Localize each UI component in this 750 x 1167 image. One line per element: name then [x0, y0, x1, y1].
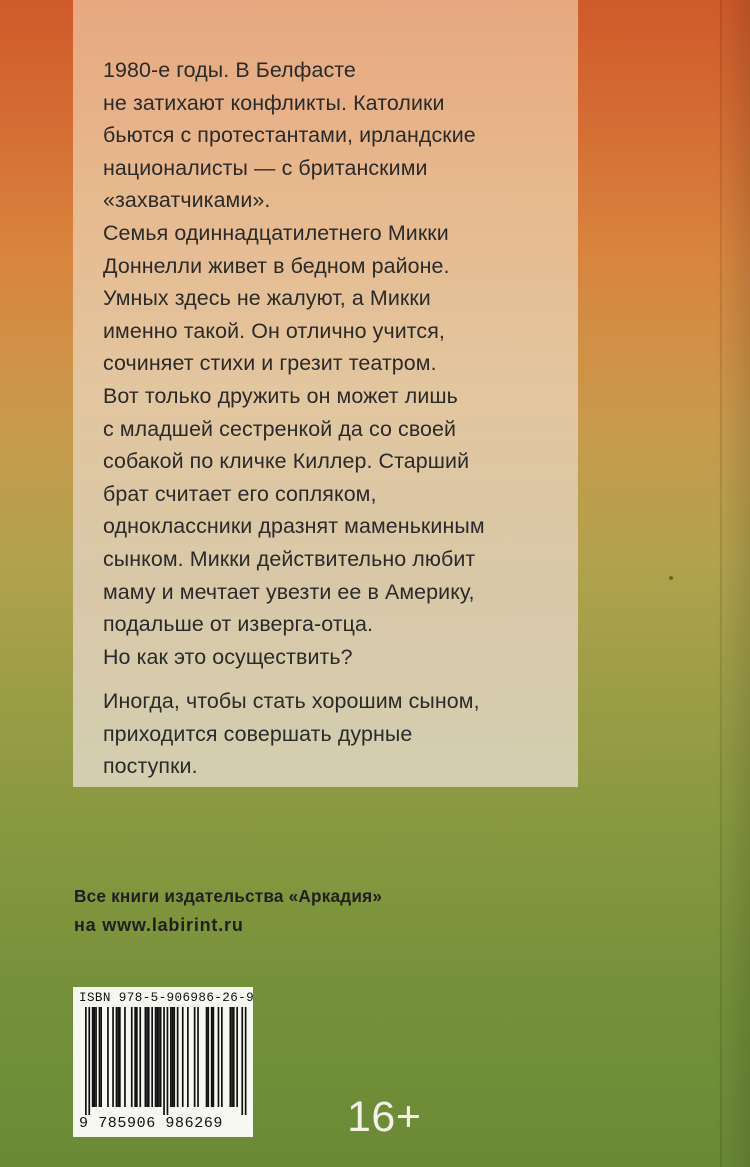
- barcode-bar: [156, 1007, 158, 1107]
- barcode-bar: [230, 1007, 232, 1107]
- age-rating: 16+: [347, 1093, 422, 1141]
- barcode-bar: [117, 1007, 119, 1107]
- annotation-line: бьются с протестантами, ирландские: [103, 123, 476, 148]
- barcode-bar: [187, 1007, 189, 1107]
- annotation-line: поступки.: [103, 754, 198, 779]
- annotation-line: одноклассники дразнят маменькиным: [103, 514, 485, 539]
- barcode-bar: [148, 1007, 150, 1107]
- barcode-bar: [177, 1007, 179, 1107]
- annotation-line: «захватчиками».: [103, 188, 271, 213]
- barcode-bar: [236, 1007, 238, 1107]
- barcode-bar: [119, 1007, 121, 1107]
- spine-crease: [720, 0, 722, 1167]
- annotation-line: сынком. Микки действительно любит: [103, 546, 476, 571]
- barcode-bar: [107, 1007, 109, 1107]
- barcode-bar: [124, 1007, 126, 1107]
- barcode-bar: [134, 1007, 136, 1107]
- annotation-line: не затихают конфликты. Католики: [103, 90, 445, 115]
- annotation-line: с младшей сестренкой да со своей: [103, 416, 457, 441]
- barcode-digits: 9 785906 986269: [79, 1115, 224, 1132]
- barcode-bar: [172, 1007, 174, 1107]
- barcode-bar: [85, 1007, 87, 1115]
- annotation-line: приходится совершать дурные: [103, 721, 413, 746]
- annotation-paragraph-1: [103, 54, 550, 673]
- promo-url: на www.labirint.ru: [74, 915, 244, 935]
- barcode-bar: [207, 1007, 209, 1107]
- isbn-text: ISBN 978-5-906986-26-9: [79, 991, 255, 1005]
- barcode-bar: [182, 1007, 184, 1107]
- barcode-bar: [145, 1007, 147, 1107]
- barcode-bar: [206, 1007, 208, 1107]
- annotation-line: сочиняет стихи и грезит театром.: [103, 351, 437, 376]
- barcode-bar: [167, 1007, 169, 1115]
- barcode-bar: [146, 1007, 148, 1107]
- annotation-paragraph-2: [103, 685, 550, 783]
- annotation-line: 1980-е годы. В Белфасте: [103, 58, 356, 82]
- barcode-bar: [158, 1007, 160, 1107]
- annotation-line: именно такой. Он отлично учится,: [103, 318, 445, 343]
- barcode-bar: [160, 1007, 162, 1107]
- barcode-bar: [231, 1007, 233, 1107]
- annotation-line: Вот только дружить он может лишь: [103, 383, 458, 408]
- barcode-bar: [112, 1007, 114, 1107]
- barcode-bar: [221, 1007, 223, 1107]
- annotation-line: маму и мечтает увезти ее в Америку,: [103, 579, 475, 604]
- annotation-line: Семья одиннадцатилетнего Микки: [103, 220, 449, 245]
- barcode-bar: [94, 1007, 96, 1107]
- annotation-line: националисты — с британскими: [103, 155, 428, 180]
- barcode-bar: [95, 1007, 97, 1107]
- barcode-bar: [99, 1007, 101, 1107]
- barcode-bar: [131, 1007, 133, 1107]
- barcode-bar: [163, 1007, 165, 1115]
- barcode-bar: [194, 1007, 196, 1107]
- annotation-line: подальше от изверга-отца.: [103, 612, 374, 637]
- barcode-bar: [100, 1007, 102, 1107]
- publisher-promo: [74, 882, 382, 940]
- barcode-bar: [213, 1007, 215, 1107]
- barcode-bar: [197, 1007, 199, 1107]
- annotation-line: брат считает его сопляком,: [103, 481, 377, 506]
- barcode-bar: [211, 1007, 213, 1107]
- barcode-bar: [88, 1007, 90, 1115]
- annotation-line: Умных здесь не жалуют, а Микки: [103, 286, 431, 311]
- annotation-line: Доннелли живет в бедном районе.: [103, 253, 450, 278]
- promo-line: Все книги издательства «Аркадия»: [74, 886, 383, 906]
- barcode-bar: [173, 1007, 175, 1107]
- barcode-bar: [170, 1007, 172, 1107]
- barcode-bar: [116, 1007, 118, 1107]
- barcode-bar: [155, 1007, 157, 1107]
- barcode-bar: [136, 1007, 138, 1107]
- barcode-label: [73, 987, 253, 1137]
- print-speck: [669, 576, 673, 580]
- barcode-bar: [92, 1007, 94, 1107]
- barcode-bar: [218, 1007, 220, 1107]
- barcode-bar: [151, 1007, 153, 1107]
- barcode-bar: [245, 1007, 247, 1115]
- annotation-panel: [73, 0, 578, 787]
- barcode-bar: [233, 1007, 235, 1107]
- barcode-icon: [77, 1007, 249, 1115]
- annotation-line: Но как это осуществить?: [103, 644, 353, 669]
- barcode-bar: [241, 1007, 243, 1115]
- annotation-line: Иногда, чтобы стать хорошим сыном,: [103, 689, 480, 714]
- barcode-bar: [139, 1007, 141, 1107]
- annotation-line: собакой по кличке Киллер. Старший: [103, 449, 470, 474]
